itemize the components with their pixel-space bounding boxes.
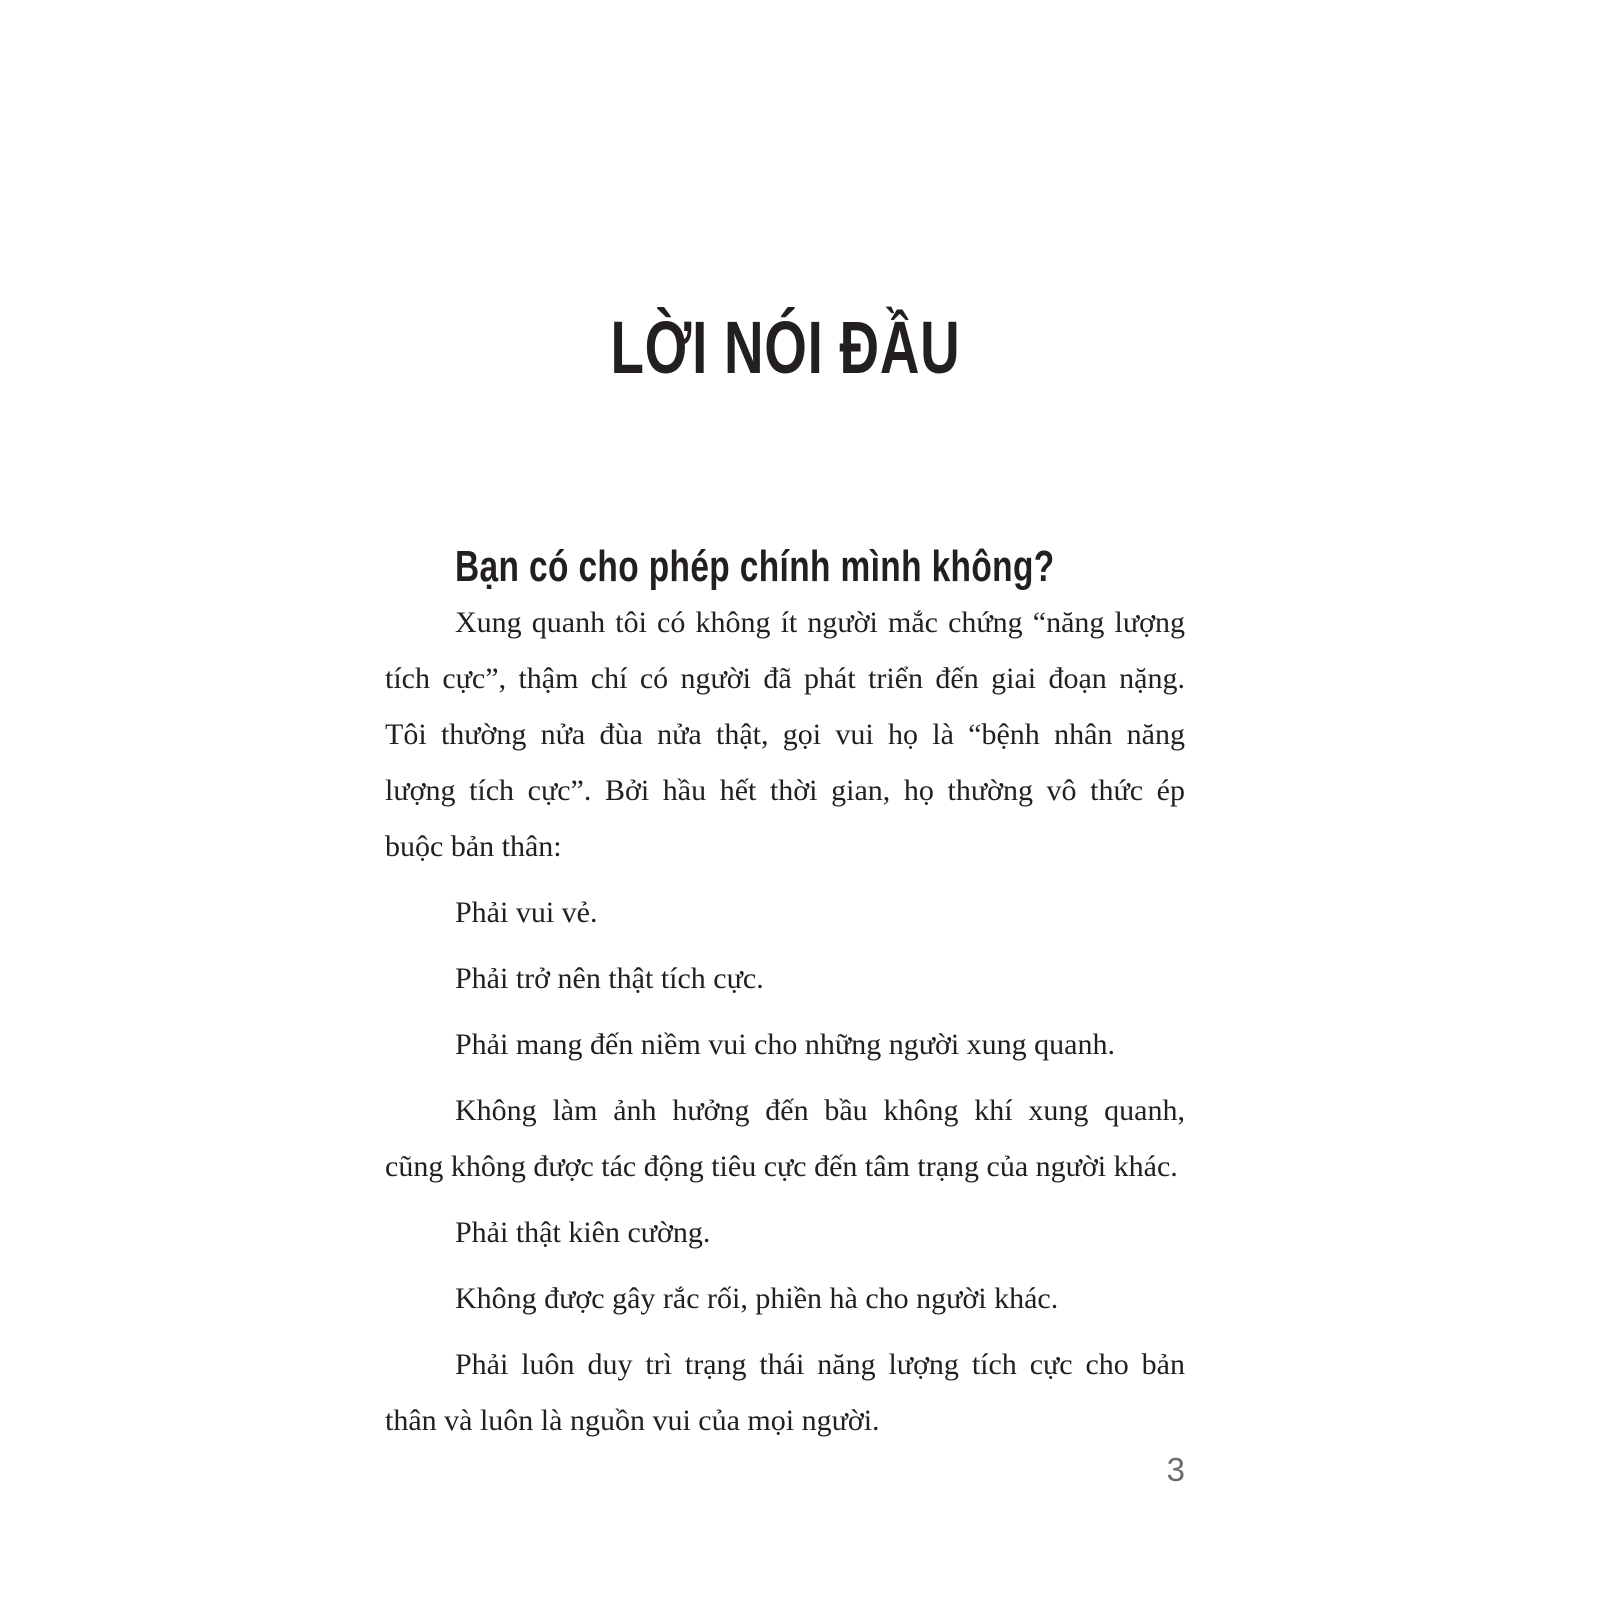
paragraph-line: lượng tích cực”. Bởi hầu hết thời gian, họ thường vô thức ép bbox=[385, 774, 1185, 807]
paragraph-line: thân và luôn là nguồn vui của mọi người. bbox=[385, 1404, 880, 1437]
section-heading bbox=[455, 537, 1185, 597]
paragraph bbox=[385, 1017, 1185, 1073]
paragraph bbox=[385, 1083, 1185, 1195]
paragraph bbox=[385, 951, 1185, 1007]
page-title-text: LỜI NÓI ĐẦU bbox=[610, 306, 960, 389]
paragraph-line: cũng không được tác động tiêu cực đến tâm trạng của người khác. bbox=[385, 1150, 1178, 1183]
paragraph-line: Không được gây rắc rối, phiền hà cho người khác. bbox=[455, 1282, 1059, 1315]
paragraph-line: Phải trở nên thật tích cực. bbox=[455, 962, 764, 995]
paragraph-line: buộc bản thân: bbox=[385, 830, 562, 863]
paragraph bbox=[385, 1337, 1185, 1449]
paragraph-line: Phải thật kiên cường. bbox=[455, 1216, 711, 1249]
paragraph bbox=[385, 1205, 1185, 1261]
paragraph-line: Phải luôn duy trì trạng thái năng lượng tích cực cho bản bbox=[455, 1348, 1185, 1381]
paragraph bbox=[385, 885, 1185, 941]
paragraph-line: Phải mang đến niềm vui cho những người xung quanh. bbox=[455, 1028, 1115, 1061]
paragraph-line: tích cực”, thậm chí có người đã phát triển đến giai đoạn nặng. bbox=[385, 662, 1185, 695]
page-title bbox=[385, 302, 1185, 394]
paragraph-line: Không làm ảnh hưởng đến bầu không khí xung quanh, bbox=[455, 1094, 1185, 1127]
paragraph-line: Tôi thường nửa đùa nửa thật, gọi vui họ là “bệnh nhân năng bbox=[385, 718, 1185, 751]
paragraph-line: Phải vui vẻ. bbox=[455, 896, 598, 929]
section-heading-text: Bạn có cho phép chính mình không? bbox=[455, 542, 1055, 591]
paragraph bbox=[385, 1271, 1185, 1327]
paragraph bbox=[385, 595, 1185, 875]
paragraph-line: Xung quanh tôi có không ít người mắc chứng “năng lượng bbox=[455, 606, 1185, 639]
body-text bbox=[385, 595, 1185, 1449]
page-number: 3 bbox=[1166, 1451, 1185, 1488]
